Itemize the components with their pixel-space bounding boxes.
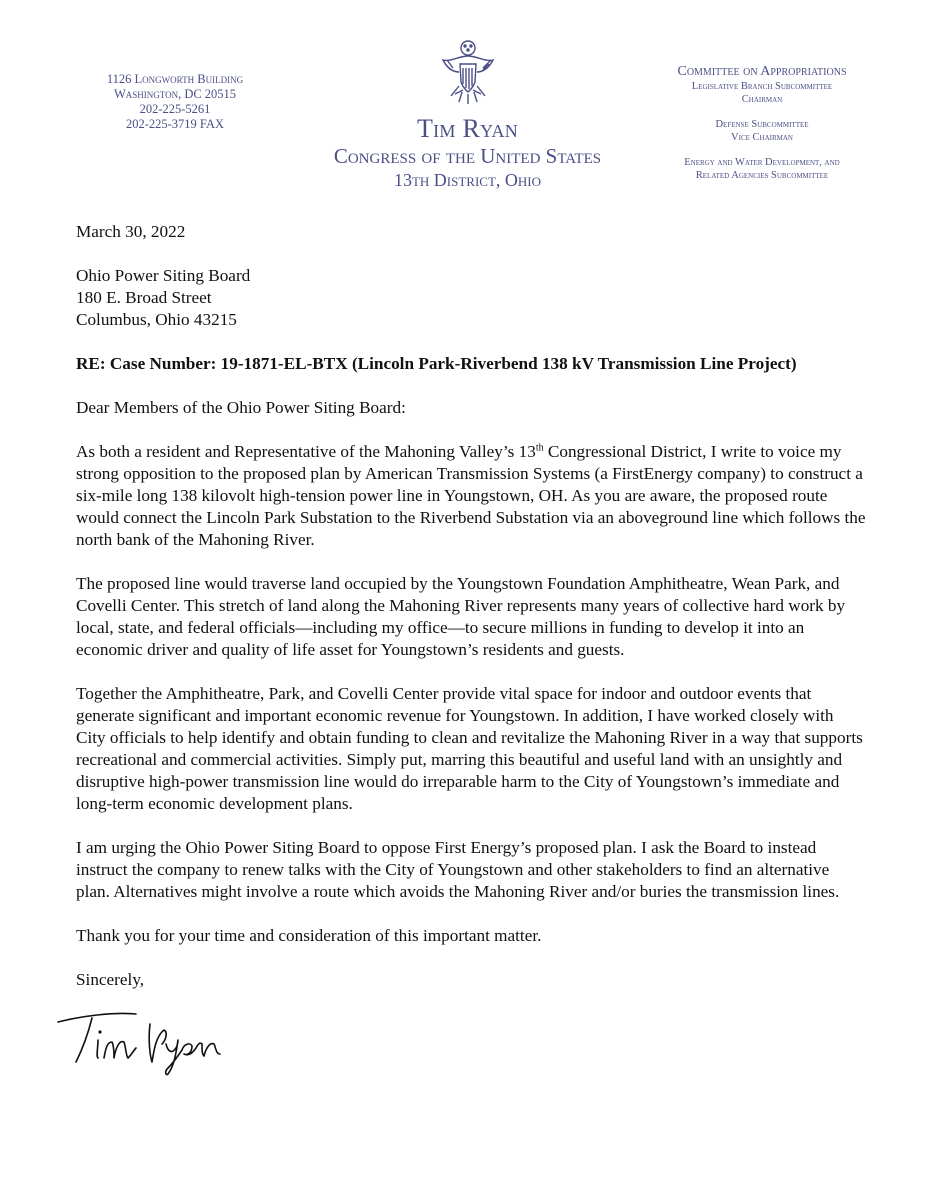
letter-date: March 30, 2022 (76, 222, 186, 241)
salutation: Dear Members of the Ohio Power Siting Board: (76, 398, 406, 417)
ordinal-suffix: th (535, 442, 544, 454)
committee-sub1-role: Chairman (741, 94, 783, 105)
paragraph-4: I am urging the Ohio Power Siting Board to oppose First Energy’s proposed plan. I ask the Board to instead instruct the company to renew talks with the City of Youngstown and other stakeholders to find an alternative plan. Alternatives might involve a route which avoids the Mahoning River and/or buries the transmission lines. (76, 838, 840, 901)
paragraph-1 (76, 441, 866, 551)
office-fax: 202-225-3719 FAX (125, 117, 225, 131)
recipient-line2: 180 E. Broad Street (76, 288, 212, 307)
recipient-line1: Ohio Power Siting Board (76, 266, 251, 285)
eagle-seal-icon (437, 38, 499, 108)
office-city: Washington, DC 20515 (113, 87, 237, 101)
committee-list (633, 64, 891, 182)
closing: Sincerely, (76, 970, 145, 989)
committee-sub2-role: Vice Chairman (731, 132, 793, 143)
committee-sub3-line2: Related Agencies Subcommittee (695, 170, 829, 181)
committee-sub3-line1: Energy and Water Development, and (684, 157, 840, 168)
paragraph-1-start: As both a resident and Representative of the Mahoning Valley’s 13 (76, 442, 536, 461)
office-building: 1126 Longworth Building (106, 72, 244, 86)
recipient-line3: Columbus, Ohio 43215 (76, 310, 237, 329)
congress-title: Congress of the United States (333, 144, 602, 168)
paragraph-1-rest: Congressional District, I write to voice my strong opposition to the proposed plan by American Transmission Systems (a FirstEnergy company) to construct a six-mile long 138 kilovolt high-tension power line in Youngstown, OH. As you are aware, the proposed route would connect the Lincoln Park Substation to the Riverbend Substation via an aboveground line which follows the north bank of the Mahoning River. (76, 442, 866, 549)
letter-body (76, 221, 866, 991)
letterhead-center (290, 38, 645, 191)
office-address (80, 72, 270, 132)
paragraph-2: The proposed line would traverse land occupied by the Youngstown Foundation Amphitheatre, Wean Park, and Covelli Center. This stretch of land along the Mahoning River represents many years of collective hard work by local, state, and federal officials—including my office—to secure millions in funding to develop it into an economic driver and quality of life asset for Youngstown’s residents and guests. (76, 574, 846, 659)
re-line: RE: Case Number: 19-1871-EL-BTX (Lincoln Park-Riverbend 138 kV Transmission Line Project) (76, 354, 797, 373)
representative-name: Tim Ryan (416, 114, 519, 143)
committee-sub1: Legislative Branch Subcommittee (691, 81, 833, 92)
paragraph-3: Together the Amphitheatre, Park, and Covelli Center provide vital space for indoor and outdoor events that generate significant and important economic revenue for Youngstown. In addition, I have worked closely with City officials to help identify and obtain funding to clean and revitalize the Mahoning River in a way that supports recreational and commercial activities. Simply put, marring this beautiful and useful land with an unsightly and disruptive high-power transmission line would do irreparable harm to the City of Youngstown’s immediate and long-term economic development plans. (76, 684, 863, 813)
committee-main: Committee on Appropriations (677, 64, 847, 79)
handwritten-signature (52, 1000, 252, 1080)
committee-sub2: Defense Subcommittee (715, 119, 809, 130)
district-title: 13th District, Ohio (393, 170, 542, 190)
recipient-address (76, 265, 866, 331)
office-phone: 202-225-5261 (139, 102, 211, 116)
paragraph-5: Thank you for your time and consideration of this important matter. (76, 926, 542, 945)
